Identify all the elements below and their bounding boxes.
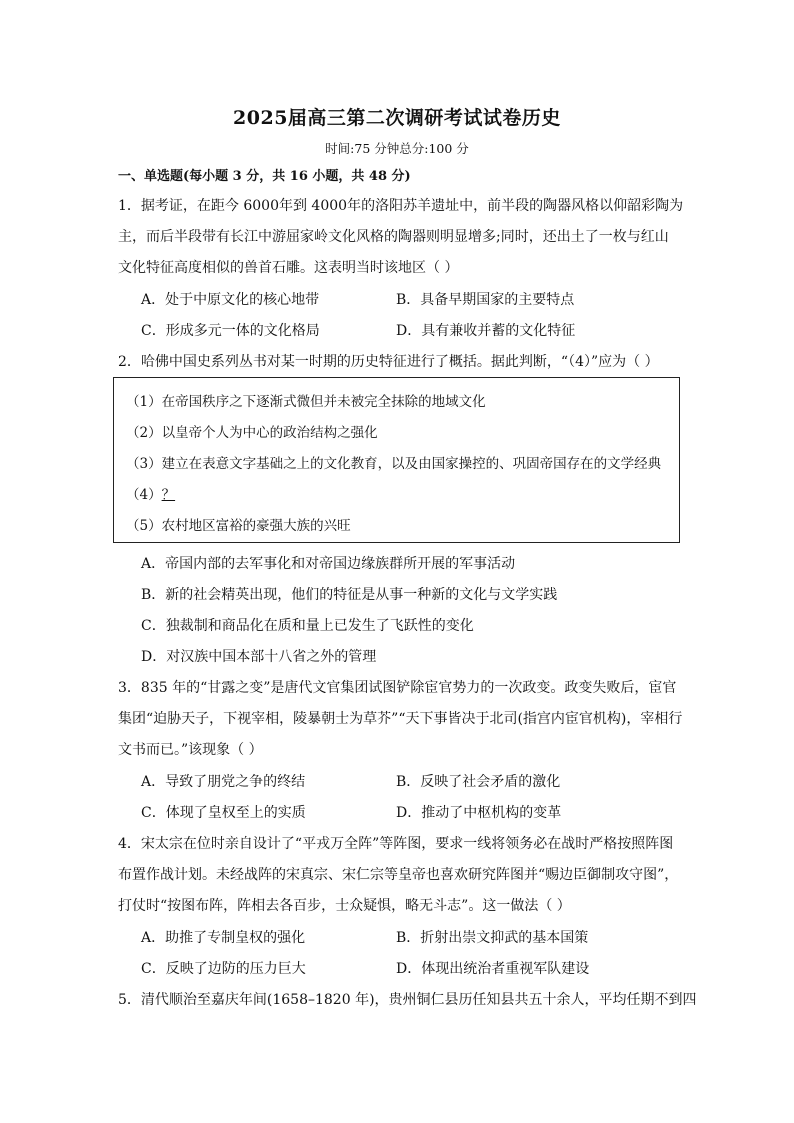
- exam-time-and-score: 时间:75 分钟总分:100 分: [325, 141, 469, 156]
- q2-option-d: D．对汉族中国本部十八省之外的管理: [141, 649, 377, 665]
- q5-stem-line-1: 5．清代顺治至嘉庆年间(1658–1820 年)，贵州铜仁县历任知县共五十余人，平均任期不到四: [118, 992, 697, 1008]
- q4-option-c: C．反映了边防的压力巨大: [141, 961, 306, 977]
- q4-stem-line-1: 4．宋太宗在位时亲自设计了“平戎万全阵”等阵图，要求一线将领务必在战时严格按照阵图: [118, 836, 674, 852]
- q2-stem: 2．哈佛中国史系列丛书对某一时期的历史特征进行了概括。据此判断，“（4）”应为（ ）: [118, 354, 659, 370]
- q3-stem-line-1: 3．835 年的“甘露之变”是唐代文官集团试图铲除宦官势力的一次政变。政变失败后，宦官: [118, 680, 677, 696]
- section-heading: 一、单选题(每小题 3 分，共 16 小题，共 48 分): [118, 169, 411, 184]
- q2-option-c: C．独裁制和商品化在质和量上已发生了飞跃性的变化: [141, 618, 474, 634]
- q2-box-item-4-question-mark: ？: [161, 487, 176, 503]
- q4-stem-line-3: 打仗时“按图布阵，阵相去各百步，士众疑惧，略无斗志”。这一做法（ ）: [118, 898, 571, 914]
- q2-material-box: [113, 377, 680, 543]
- q2-box-item-2: （2）以皇帝个人为中心的政治结构之强化: [126, 425, 378, 441]
- q3-option-c: C．体现了皇权至上的实质: [141, 805, 306, 821]
- q1-option-d: D．具有兼收并蓄的文化特征: [396, 323, 576, 339]
- q1-option-b: B．具备早期国家的主要特点: [396, 292, 575, 308]
- q1-stem-line-3: 文化特征高度相似的兽首石雕。这表明当时该地区（ ）: [118, 260, 459, 276]
- q2-box-item-1: （1）在帝国秩序之下逐渐式微但并未被完全抹除的地域文化: [126, 394, 486, 410]
- q3-stem-line-2: 集团“迫胁天子，下视宰相，陵暴朝士为草芥”“天下事皆决于北司(指宫内宦官机构)，宰相行: [118, 711, 683, 727]
- q2-option-a: A．帝国内部的去军事化和对帝国边缘族群所开展的军事活动: [141, 556, 516, 572]
- q2-box-item-3: （3）建立在表意文字基础之上的文化教育，以及由国家操控的、巩固帝国存在的文学经典: [126, 456, 662, 472]
- q3-option-b: B．反映了社会矛盾的激化: [396, 774, 561, 790]
- q4-option-b: B．折射出崇文抑武的基本国策: [396, 930, 589, 946]
- q2-box-item-4: [126, 483, 175, 503]
- q2-box-item-5: （5）农村地区富裕的豪强大族的兴旺: [126, 518, 351, 534]
- q4-stem-line-2: 布置作战计划。未经战阵的宋真宗、宋仁宗等皇帝也喜欢研究阵图并“赐边臣御制攻守图”，: [118, 867, 679, 883]
- q1-stem-line-1: 1．据考证，在距今 6000年到 4000年的洛阳苏羊遗址中，前半段的陶器风格以仰韶彩陶为: [118, 198, 684, 214]
- q3-stem-line-3: 文书而已。”该现象（ ）: [118, 742, 263, 758]
- q1-option-a: A．处于中原文化的核心地带: [141, 292, 320, 308]
- q4-option-d: D．体现出统治者重视军队建设: [396, 961, 590, 977]
- q3-option-d: D．推动了中枢机构的变革: [396, 805, 562, 821]
- q2-option-b: B．新的社会精英出现，他们的特征是从事一种新的文化与文学实践: [141, 587, 558, 603]
- page-title: 2025届高三第二次调研考试试卷历史: [233, 107, 561, 129]
- q3-option-a: A．导致了朋党之争的终结: [141, 774, 306, 790]
- q2-box-item-4-label: （4）: [126, 487, 162, 503]
- q4-option-a: A．助推了专制皇权的强化: [141, 930, 306, 946]
- q1-stem-line-2: 主，而后半段带有长江中游屈家岭文化风格的陶器则明显增多;同时，还出土了一枚与红山: [118, 229, 669, 245]
- q1-option-c: C．形成多元一体的文化格局: [141, 323, 320, 339]
